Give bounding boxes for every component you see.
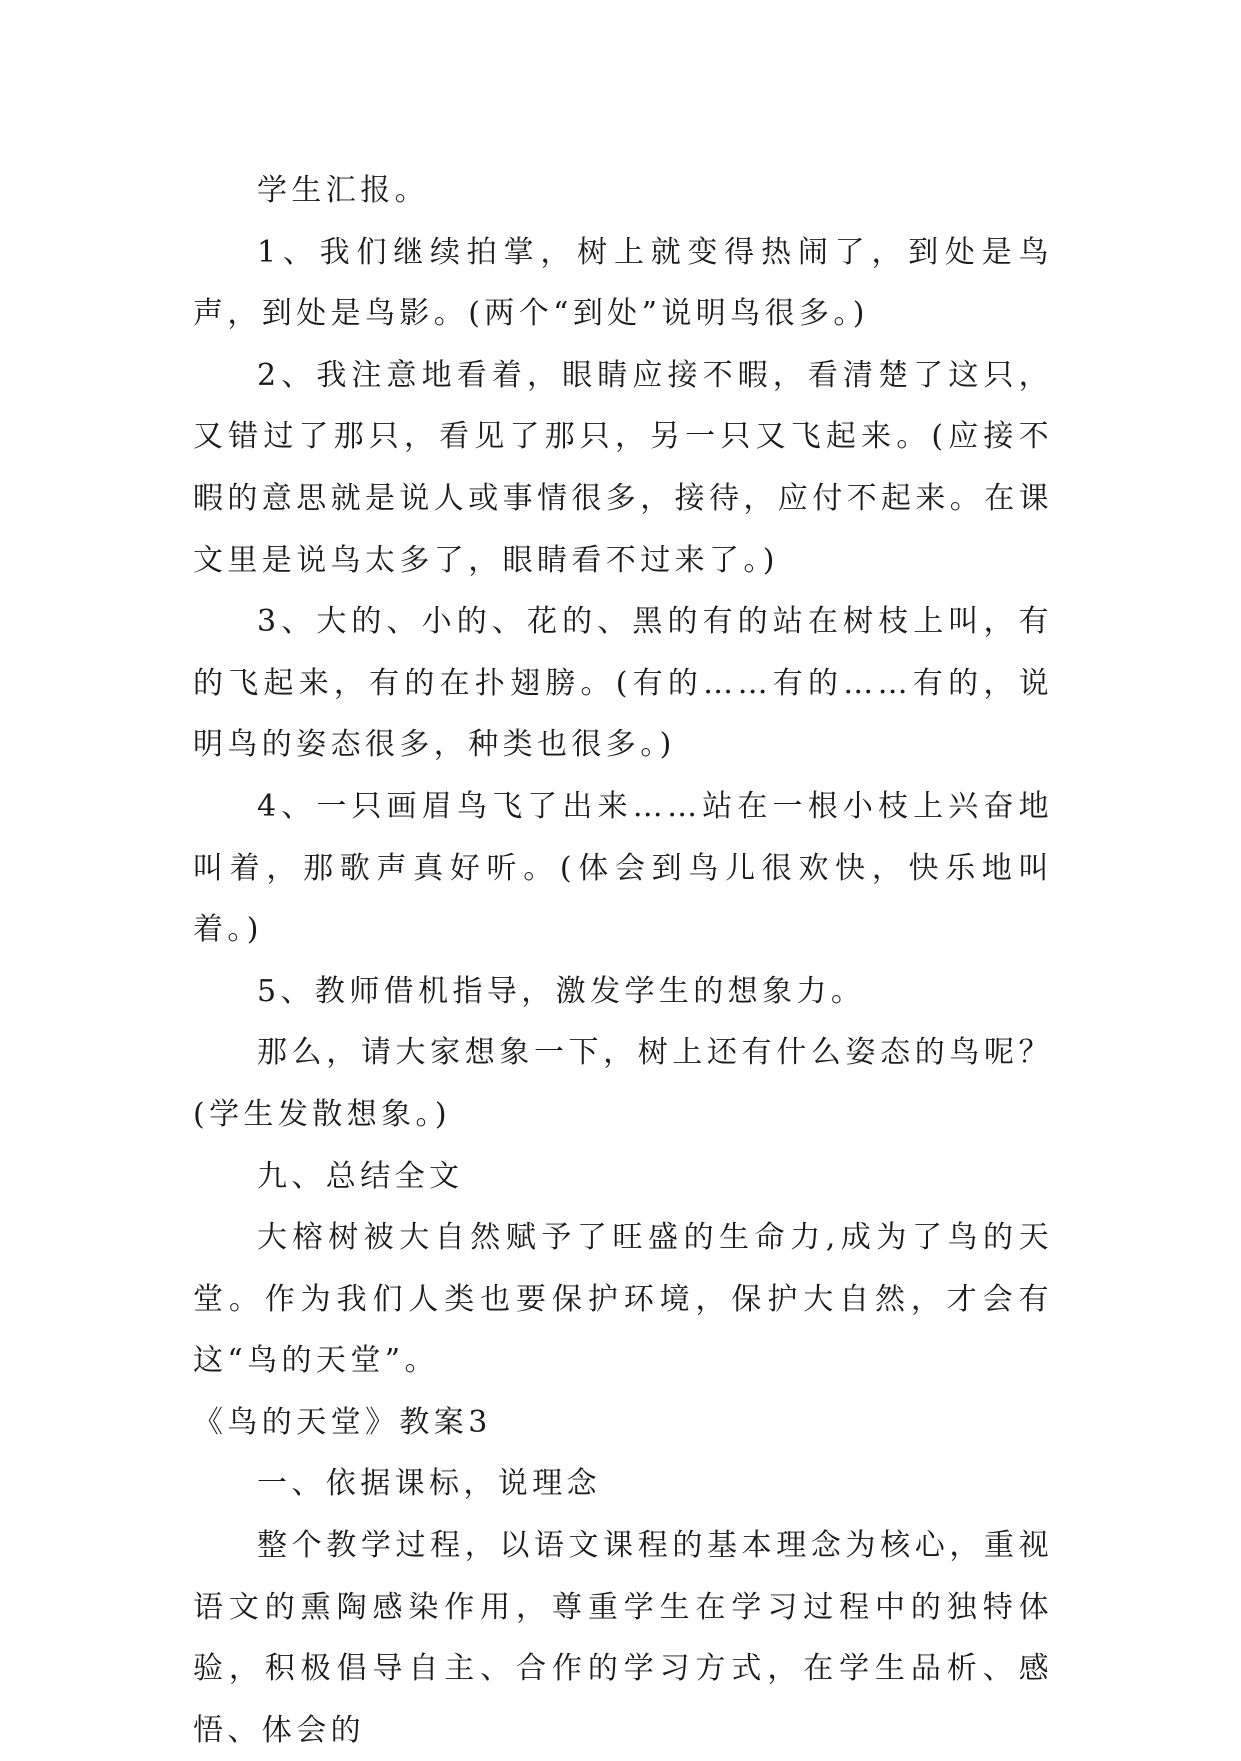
paragraph-item-4: 4、一只画眉鸟飞了出来……站在一根小枝上兴奋地叫着，那歌声真好听。(体会到鸟儿很欢快，快乐地叫着。) <box>193 788 1053 948</box>
paragraph-item-3: 3、大的、小的、花的、黑的有的站在树枝上叫，有的飞起来，有的在扑翅膀。(有的……有的……有的，说明鸟的姿态很多，种类也很多。) <box>193 604 1053 763</box>
paragraph-item-2: 2、我注意地看着，眼睛应接不暇，看清楚了这只，又错过了那只，看见了那只，另一只又飞起来。(应接不暇的意思就是说人或事情很多，接待，应付不起来。在课文里是说鸟太多了，眼睛看不过来了。) <box>193 357 1053 578</box>
paragraph-imagination: 那么，请大家想象一下，树上还有什么姿态的鸟呢？(学生发散想象。) <box>193 1035 1053 1132</box>
lesson-plan-title: 《鸟的天堂》教案3 <box>193 1404 492 1440</box>
paragraph-item-5: 5、教师借机指导，激发学生的想象力。 <box>257 973 866 1009</box>
paragraph-item-1: 1、我们继续拍掌，树上就变得热闹了，到处是鸟声，到处是鸟影。(两个“到处”说明鸟很多。) <box>193 234 1053 332</box>
document-body <box>193 160 1053 1761</box>
paragraph-summary: 大榕树被大自然赋予了旺盛的生命力,成为了鸟的天堂。作为我们人类也要保护环境，保护大自然，才会有这“鸟的天堂”。 <box>193 1220 1053 1379</box>
section-heading-curriculum: 一、依据课标，说理念 <box>257 1466 601 1502</box>
paragraph-curriculum: 整个教学过程，以语文课程的基本理念为核心，重视语文的熏陶感染作用，尊重学生在学习过程中的独特体验，积极倡导自主、合作的学习方式，在学生品析、感悟、体会的 <box>193 1528 1053 1748</box>
section-heading-summary: 九、总结全文 <box>257 1158 464 1194</box>
paragraph-student-report: 学生汇报。 <box>257 173 429 208</box>
